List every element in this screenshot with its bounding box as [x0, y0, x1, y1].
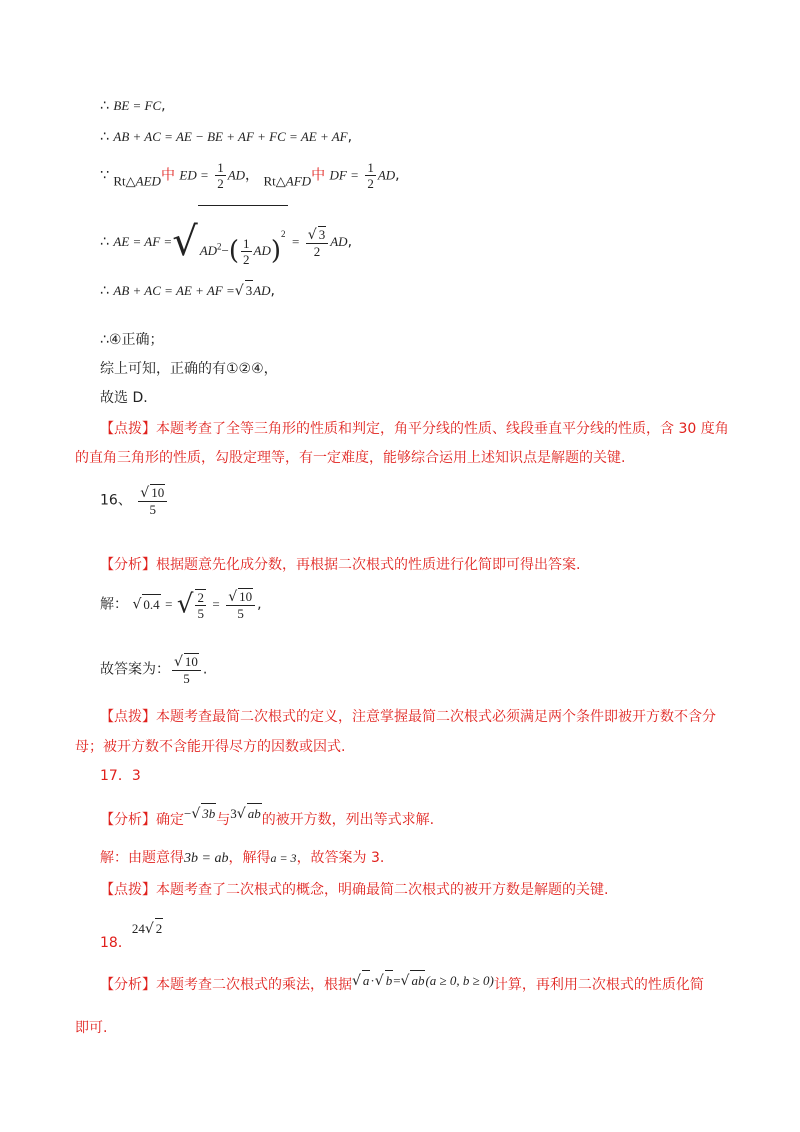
radicand [198, 205, 288, 279]
punct: , [270, 283, 275, 299]
lhs: DF = [329, 167, 359, 183]
zhong: 中 [160, 167, 175, 184]
product-rule [352, 973, 494, 989]
denominator: 5 [183, 671, 190, 686]
ad: AD [227, 167, 246, 183]
connector: ，解得 [228, 850, 271, 866]
numerator [138, 484, 167, 502]
fenxi-prefix: 【分析】确定 [100, 812, 184, 828]
solution-17 [100, 848, 384, 869]
punct: , [347, 234, 353, 250]
solution-16 [100, 588, 262, 621]
question-18-answer [100, 918, 163, 953]
fraction-half: $\frac{1}{2}$ [243, 235, 250, 267]
fenxi-18-line1 [100, 970, 704, 995]
radical-sign: √ [172, 219, 198, 265]
radical-sign: √ [236, 806, 246, 822]
question-16-answer [100, 484, 169, 517]
condition: (a ≥ 0, b ≥ 0) [425, 973, 494, 988]
therefore-symbol: ∴ [100, 98, 109, 114]
fenxi-prefix: 【分析】本题考查二次根式的乘法，根据 [100, 977, 352, 993]
radical-sign: √ [174, 654, 183, 670]
answer-16 [100, 653, 207, 686]
punct: , [347, 129, 353, 145]
equation: AB + AC = AE + AF = [113, 283, 235, 298]
fraction-sqrt3-over-2 [306, 226, 328, 259]
equals: = [165, 596, 173, 612]
rt-label: Rt△ [263, 173, 286, 189]
ad: AD [199, 243, 218, 258]
radical-sign: √ [140, 485, 150, 501]
step-final-sum [100, 280, 275, 301]
lhs: ED = [179, 167, 209, 183]
because-symbol: ∵ [100, 167, 109, 184]
exponent: 2 [217, 241, 222, 252]
numerator [226, 588, 255, 606]
step-be-eq-fc [100, 96, 166, 116]
punct: , [161, 98, 166, 114]
radicand: ab [410, 970, 425, 991]
radical-sign: √ [234, 283, 244, 299]
step-ae-af [100, 205, 352, 279]
denominator: 5 [237, 606, 244, 621]
radicand: 3b [201, 803, 216, 824]
summary-correct-items: 综上可知，正确的有①②④， [100, 361, 278, 377]
dianbo-15-line1: 【点拨】本题考查了全等三角形的性质和判定，角平分线的性质、线段垂直平分线的性质，含 30 度角 [100, 421, 729, 437]
radical-sign: √ [132, 596, 142, 613]
radicand: 3 [318, 226, 326, 242]
triangle-name: AFD [285, 173, 312, 189]
dianbo-16-line1: 【点拨】本题考查最简二次根式的定义，注意掌握最简二次根式必须满足两个条件即被开方数不含分 [100, 709, 716, 725]
equation: a = 3 [270, 851, 297, 865]
label: 解： [100, 596, 128, 613]
coefficient: 3 [230, 806, 237, 821]
fraction-2-over-5: $\frac{2}{5}$ [197, 589, 204, 621]
denominator: 2 [313, 243, 321, 259]
dianbo-15-line2: 的直角三角形的性质，勾股定理等，有一定难度，能够综合运用上述知识点是解题的关键. [75, 450, 626, 466]
connector: 与 [216, 812, 231, 828]
radical-sign: √ [352, 973, 361, 989]
zhong: 中 [311, 167, 326, 184]
fenxi-18-line2: 即可. [75, 1020, 108, 1036]
choice-d: 故选 D. [100, 390, 148, 406]
ad: AD [330, 234, 348, 249]
radical-sign: √ [191, 806, 201, 822]
fraction-sqrt10-over-5 [226, 588, 255, 621]
ad: AD [253, 243, 271, 258]
equals: = [393, 973, 401, 988]
ad: AD [253, 283, 271, 298]
lhs: AE = AF = [113, 234, 173, 249]
fraction-sqrt10-over-5 [172, 653, 201, 686]
conclusion-4-correct: ∴④正确； [100, 332, 164, 348]
radicand: 0.4 [142, 594, 160, 615]
minus: − [221, 243, 229, 258]
question-number: 16、 [100, 492, 132, 509]
radicand: 2 [155, 918, 164, 939]
coefficient: 24 [131, 921, 145, 936]
step-right-triangles [100, 160, 400, 192]
ad: AD [377, 167, 396, 183]
solution-suffix: ，故答案为 3. [296, 850, 385, 866]
radicand: ab [247, 803, 262, 824]
equation: BE = FC [113, 98, 162, 113]
numerator [306, 226, 328, 244]
paren-close: ) [270, 236, 282, 266]
fraction-sqrt10-over-5 [138, 484, 167, 517]
rt-label: Rt△ [113, 173, 136, 189]
radicand: 3 [245, 280, 254, 301]
exponent: 2 [281, 229, 286, 239]
punct: , [257, 596, 262, 613]
therefore-symbol: ∴ [100, 129, 109, 145]
question-number: 18． [100, 935, 132, 951]
radical-sign: √ [144, 921, 154, 937]
equation: 3b = ab [184, 851, 229, 866]
radicand: 10 [151, 485, 165, 500]
denominator: 5 [149, 502, 156, 517]
dianbo-16-line2: 母；被开方数不含能开得尽方的因数或因式. [75, 739, 346, 755]
radicand: b [385, 970, 394, 991]
fenxi-suffix: 的被开方数，列出等式求解. [261, 812, 435, 828]
solution-prefix: 解：由题意得 [100, 850, 184, 866]
equation: AB + AC = AE − BE + AF + FC = AE + AF [113, 129, 348, 144]
fraction-half: $\frac{1}{2}$ [217, 160, 224, 191]
fraction-half: $\frac{1}{2}$ [367, 160, 374, 191]
radicand: a [362, 970, 371, 991]
fenxi-17 [100, 803, 434, 830]
radical-sign: √ [228, 589, 238, 605]
equals: = [292, 234, 300, 249]
radical-sign: √ [307, 226, 317, 243]
radicand: 10 [184, 654, 198, 669]
punct: . [202, 661, 208, 678]
therefore-symbol: ∴ [100, 283, 109, 299]
fenxi-suffix: 计算，再利用二次根式的性质化简 [493, 977, 704, 993]
comma: ， [245, 167, 260, 184]
step-sum-equation [100, 127, 352, 147]
triangle-name: AED [135, 173, 161, 189]
minus: − [184, 806, 192, 821]
radical-sign: √ [400, 973, 410, 989]
question-17-answer: 17．3 [100, 768, 141, 784]
label: 故答案为： [100, 661, 170, 678]
therefore-symbol: ∴ [100, 234, 109, 250]
dot: · [370, 973, 375, 988]
punct: , [395, 167, 400, 184]
numerator [172, 653, 201, 671]
radicand: 10 [239, 589, 253, 604]
dianbo-17: 【点拨】本题考查了二次根式的概念，明确最简二次根式的被开方数是解题的关键. [100, 882, 609, 898]
paren-open: ( [228, 236, 240, 266]
equals: = [212, 596, 220, 612]
radical-sign: √ [374, 973, 384, 989]
fenxi-16: 【分析】根据题意先化成分数，再根据二次根式的性质进行化简即可得出答案. [100, 557, 581, 573]
radical-sign: √ [176, 589, 194, 620]
